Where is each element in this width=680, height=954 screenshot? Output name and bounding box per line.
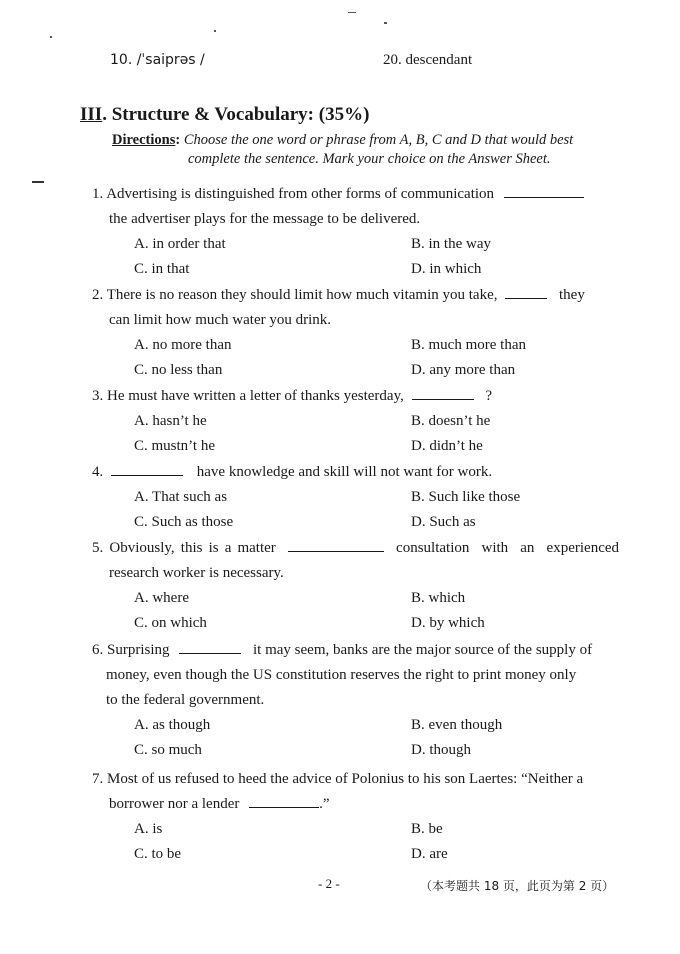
option-b: B. Such like those: [411, 489, 521, 505]
scan-speck: [32, 181, 44, 183]
option-a: A. no more than: [134, 337, 232, 353]
option-b: B. in the way: [411, 236, 491, 252]
stem-text: Obviously, this is a matter: [109, 540, 276, 556]
option-a: A. where: [134, 590, 189, 606]
option-d: D. any more than: [411, 362, 516, 378]
question-stem: [92, 182, 619, 207]
options: [92, 409, 619, 459]
option-d: D. by which: [411, 615, 485, 631]
option-b: B. be: [411, 821, 443, 837]
directions: Directions: Choose the one word or phrase from A, B, C and D that would best complete the sentence. Mark your choice on the Answer Sheet.: [112, 132, 574, 167]
stem-text: to the federal government.: [106, 692, 265, 708]
options: [92, 586, 619, 636]
option-c: C. to be: [134, 846, 182, 862]
answer-blank: [111, 462, 183, 476]
question-stem: [92, 767, 619, 792]
question-2: [92, 283, 619, 383]
question-stem: [92, 460, 619, 485]
option-b: B. doesn’t he: [411, 413, 491, 429]
options: [92, 713, 619, 763]
question-stem: [92, 384, 619, 409]
question-number: 4.: [92, 464, 104, 480]
question-stem: [92, 536, 619, 561]
stem-text: it may seem, banks are the major source of the supply of: [253, 642, 593, 658]
section-title-text: . Structure & Vocabulary: (35%): [102, 104, 370, 125]
scan-speck: [384, 22, 387, 24]
vocab-item-20: [383, 52, 472, 69]
question-number: 1.: [92, 186, 104, 202]
directions-text-1: Choose the one word or phrase from A, B, C and D that would best: [183, 132, 574, 148]
stem-text: borrower nor a lender: [109, 796, 240, 812]
stem-text: can limit how much water you drink.: [109, 312, 332, 328]
stem-text: Surprising: [107, 642, 170, 658]
option-a: A. is: [134, 821, 163, 837]
answer-blank: [504, 184, 584, 198]
question-number: 5.: [92, 540, 104, 556]
section-numeral: III: [80, 104, 103, 125]
question-1: [92, 182, 619, 282]
answer-blank: [249, 794, 319, 808]
option-b: B. even though: [411, 717, 503, 733]
stem-text: have knowledge and skill will not want for work.: [196, 464, 493, 480]
option-a: A. hasn’t he: [134, 413, 207, 429]
question-3: [92, 384, 619, 459]
option-d: D. are: [411, 846, 448, 862]
question-4: [92, 460, 619, 535]
options: [92, 232, 619, 282]
answer-blank: [179, 640, 241, 654]
option-d: D. though: [411, 742, 471, 758]
stem-text: they: [559, 287, 585, 303]
option-d: D. didn’t he: [411, 438, 483, 454]
option-d: D. Such as: [411, 514, 476, 530]
page-note: （本考题共 18 页，此页为第 2 页）: [420, 879, 615, 893]
vocab-text: /ˈsaiprəs /: [136, 52, 205, 68]
stem-text: consultation with an experienced: [396, 540, 620, 556]
stem-text: the advertiser plays for the message to be delivered.: [109, 211, 421, 227]
options: [92, 817, 619, 867]
answer-blank: [505, 285, 547, 299]
question-6: [92, 638, 619, 763]
options: [92, 333, 619, 383]
stem-text: .”: [319, 796, 330, 812]
vocab-number: 20.: [383, 52, 402, 68]
question-7: [92, 767, 619, 867]
stem-text: Most of us refused to heed the advice of Polonius to his son Laertes: “Neither a: [107, 771, 584, 787]
vocab-number: 10.: [110, 52, 133, 68]
directions-label: Directions: [112, 132, 176, 148]
section-title: [80, 104, 369, 126]
stem-text: money, even though the US constitution reserves the right to print money only: [106, 667, 577, 683]
scan-speck: [50, 36, 52, 38]
question-number: 6.: [92, 642, 104, 658]
option-d: D. in which: [411, 261, 482, 277]
question-stem: [92, 638, 619, 663]
question-number: 2.: [92, 287, 104, 303]
vocab-item-10: [110, 52, 205, 68]
option-b: B. which: [411, 590, 466, 606]
options: [92, 485, 619, 535]
scan-speck: [348, 12, 356, 13]
stem-line-2: [92, 792, 619, 817]
directions-text-2: complete the sentence. Mark your choice on the Answer Sheet.: [188, 151, 551, 167]
option-c: C. in that: [134, 261, 190, 277]
scan-speck: [214, 30, 216, 32]
stem-text: ?: [485, 388, 493, 404]
vocab-text: descendant: [405, 52, 473, 68]
page-number: - 2 -: [318, 876, 340, 891]
answer-blank: [288, 538, 384, 552]
option-a: A. in order that: [134, 236, 226, 252]
option-c: C. no less than: [134, 362, 223, 378]
stem-text: research worker is necessary.: [109, 565, 284, 581]
stem-text: Advertising is distinguished from other forms of communication: [106, 186, 495, 202]
question-number: 7.: [92, 771, 104, 787]
stem-text: He must have written a letter of thanks yesterday,: [107, 388, 404, 404]
option-b: B. much more than: [411, 337, 526, 353]
question-5: [92, 536, 619, 636]
option-c: C. so much: [134, 742, 202, 758]
stem-text: There is no reason they should limit how much vitamin you take,: [106, 287, 498, 303]
option-a: A. That such as: [134, 489, 228, 505]
question-stem: [92, 283, 619, 308]
option-a: A. as though: [134, 717, 211, 733]
option-c: C. Such as those: [134, 514, 234, 530]
option-c: C. on which: [134, 615, 207, 631]
answer-blank: [412, 386, 474, 400]
option-c: C. mustn’t he: [134, 438, 215, 454]
question-number: 3.: [92, 388, 104, 404]
